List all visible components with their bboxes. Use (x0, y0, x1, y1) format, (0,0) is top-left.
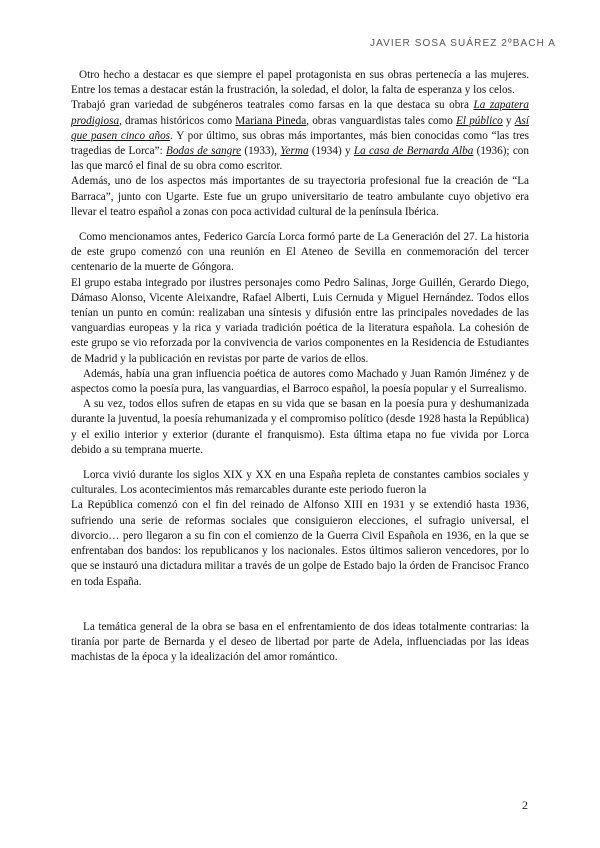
paragraph-historical-context: Lorca vivió durante los siglos XIX y XX en una España repleta de constantes cambios sociales y culturales. Los acontecimientos más remarcables durante este periodo fueron la (71, 469, 529, 497)
work-title: La zapatera prodigiosa (71, 99, 529, 127)
work-title: El público (456, 114, 503, 127)
paragraph-group-members: El grupo estaba integrado por ilustres personajes como Pedro Salinas, Jorge Guillén, Gerardo Diego, Dámaso Alonso, Vicente Aleixandre, Rafael Alberti, Luis Cernuda y Miguel Hernández. Todos ellos tenían un punto en común: realizaban una síntesis y difusión entre las principales novedades de las vanguardias europeas y la rica y variada tradición poética de la literatura española. La cohesión de este grupo se vio reforzada por la convivencia de varios componentes en la Residencia de Estudiantes de Madrid y la publicación en revistas por parte de varios de ellos. (71, 276, 529, 365)
work-title: Yerma (280, 145, 309, 158)
work-title: Bodas de sangre (165, 145, 242, 158)
paragraph-generation-27: Como mencionamos antes, Federico García Lorca formó parte de La Generación del 27. La historia de este grupo comenzó con una reunión en El Ateneo de Sevilla en conmemoración del tercer centenario de la muerte de Góngora. (71, 231, 529, 274)
work-title: Así que pasen cinco años (71, 114, 530, 142)
page-number: 2 (522, 798, 528, 812)
paragraph-protagonists: Otro hecho a destacar es que siempre el papel protagonista en sus obras pertenecía a las mujeres. Entre los temas a destacar están la frustración, la soledad, el dolor, la falta de esperanza y los celos. (71, 69, 529, 97)
paragraph-republic: La República comenzó con el fin del reinado de Alfonso XIII en 1931 y se extendió hasta 1936, sufriendo una serie de reformas sociales que consiguieron elecciones, el sufragio universal, el divorcio… pero llegaron a su fin con el comienzo de la Guerra Civil Española en 1936, en la que se enfrentaban dos bandos: los republicanos y los nacionales. Estos últimos salieron vencedores, por lo que se instauró una dictadura militar a través de un golpe de Estado bajo la órden de Francisoc Franco en toda España. (71, 499, 529, 588)
work-title: Mariana Pineda (235, 114, 307, 127)
page-header: JAVIER SOSA SUÁREZ 2ºBACH A (370, 38, 556, 49)
paragraph-subgenres: Trabajó gran variedad de subgéneros teatrales como farsas en la que destaca su obra La zapatera prodigiosa, dramas históricos como Mariana Pineda, obras vanguardistas tales como El público y Así que pasen cinco años. Y por último, sus obras más importantes, más bien conocidas como “las tres tragedias de Lorca”: Bodas de sangre (1933), Yerma (1934) y La casa de Bernarda Alba (1936); con las que marcó el final de su obra como escritor. (71, 99, 530, 173)
document-body (71, 68, 529, 665)
paragraph-influences: Además, había una gran influencia poética de autores como Machado y Juan Ramón Jiménez y de aspectos como la poesía pura, las vanguardias, el Barroco español, la poesía popular y el Surrealismo. (71, 367, 529, 396)
work-title: La casa de Bernarda Alba (353, 145, 474, 158)
paragraph-theme: La temática general de la obra se basa en el enfrentamiento de dos ideas totalmente contrarias: la tiranía por parte de Bernarda y el deseo de libertad por parte de Adela, influenciadas por las ideas machistas de la época y la idealización del amor romántico. (71, 620, 529, 664)
paragraph-la-barraca: Además, uno de los aspectos más importantes de su trayectoria profesional fue la creación de “La Barraca”, junto con Ugarte. Este fue un grupo universitario de teatro ambulante cuyo objetivo era llevar el teatro español a zonas con poca actividad cultural de la península Ibérica. (71, 175, 529, 218)
paragraph-stages: A su vez, todos ellos sufren de etapas en su vida que se basan en la poesía pura y deshumanizada durante la juventud, la poesía rehumanizada y el compromiso político (desde 1928 hasta la República) y el exilio interior y exterior (durante el franquismo). Esta última etapa no fue vivida por Lorca debido a su temprana muerte. (71, 398, 529, 456)
